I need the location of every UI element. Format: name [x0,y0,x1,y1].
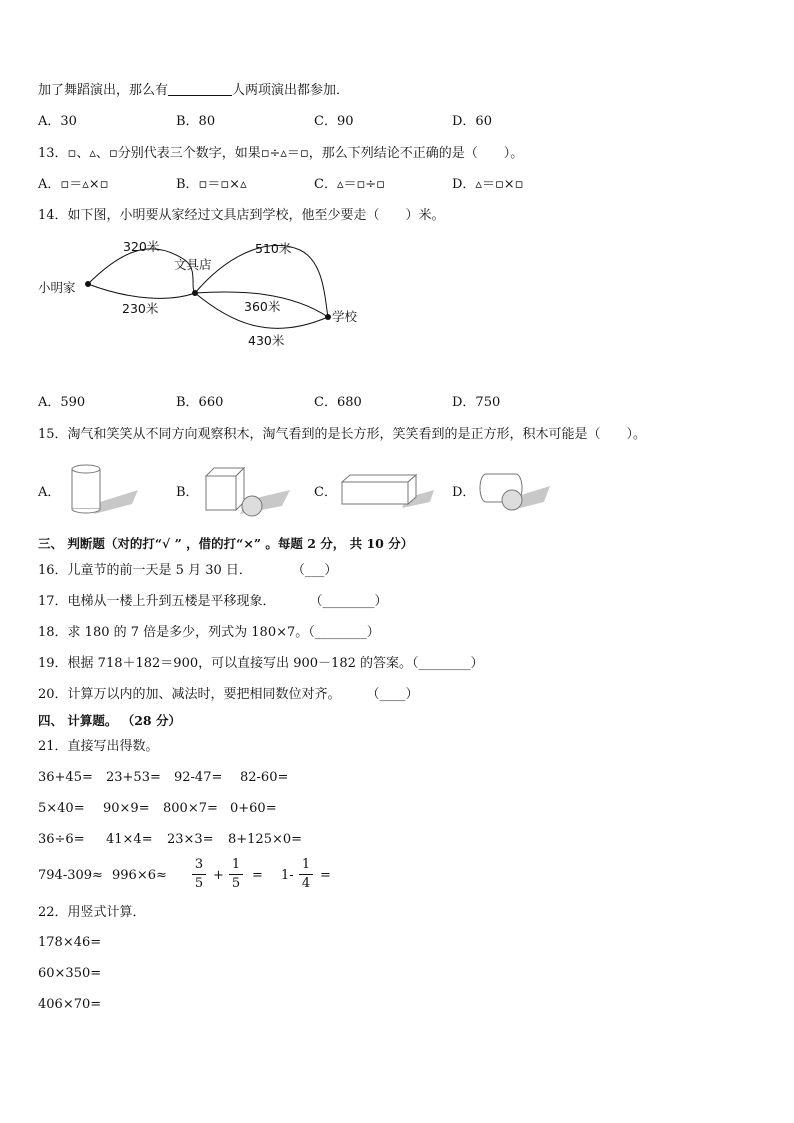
q21-item: 23×3= [167,832,214,847]
q16: 16．儿童节的前一天是 5 月 30 日． （___） [38,563,338,578]
q14-option-a[interactable]: A．590 [38,395,86,410]
q12-option-c[interactable]: C．90 [314,114,354,129]
q13-option-a[interactable]: A．▫＝▵×▫ [38,177,109,192]
q22-item: 178×46= [38,935,102,950]
home-point [85,281,91,287]
q21-item: 92-47= [174,770,223,785]
distance-label-5: 430米 [248,333,285,348]
section4-title: 四、 计算题。 （28 分） [38,713,181,728]
q22-title: 22．用竖式计算． [38,905,146,920]
q13-stem: 13．▫、▵、▫分别代表三个数字，如果▫÷▵＝▫，那么下列结论不正确的是（ ）。 [38,146,524,161]
q12-option-a[interactable]: A．30 [38,114,77,129]
q21-item: 794-309≈ [38,868,103,883]
q21-item: 82-60= [240,770,289,785]
q21-item: 5×40= [38,801,85,816]
cube-with-ball-icon[interactable] [200,462,295,518]
school-label: 学校 [332,309,358,324]
distance-label-3: 510米 [255,241,292,256]
q16-answer-paren[interactable]: （___） [291,563,338,578]
q15-option-a-label[interactable]: A． [38,485,61,500]
q14-option-b[interactable]: B．660 [176,395,224,410]
q14-option-c[interactable]: C．680 [314,395,362,410]
answer-blank[interactable] [168,82,232,96]
q19-answer-paren[interactable]: （________） [412,656,484,671]
distance-label-4: 360米 [244,299,281,314]
q14-stem: 14．如下图，小明要从家经过文具店到学校，他至少要走（ ）米。 [38,208,445,223]
q13-option-c[interactable]: C．▵＝▫÷▫ [314,177,385,192]
fraction-3: 1 4 [299,857,313,892]
q18: 18．求 180 的 7 倍是多少，列式为 180×7。（________） [38,625,380,640]
plus-sign: + [213,868,224,883]
q14-option-d[interactable]: D．750 [452,395,501,410]
fraction-2: 1 5 [229,857,243,892]
route-diagram [30,232,370,357]
store-label: 文具店 [174,257,212,272]
q21-item: 8+125×0= [228,832,303,847]
distance-label-2: 230米 [122,301,159,316]
q13-option-b[interactable]: B．▫＝▫×▵ [176,177,247,192]
lying-cylinder-icon[interactable] [474,466,554,516]
q15-option-c-label[interactable]: C． [314,485,337,500]
q21-item: 800×7= [163,801,218,816]
q15-option-d-label[interactable]: D． [452,485,476,500]
q22-item: 60×350= [38,966,102,981]
q15-stem: 15．淘气和笑笑从不同方向观察积木，淘气看到的是长方形，笑笑看到的是正方形，积木可能是（ ）。 [38,427,647,442]
q12-option-d[interactable]: D．60 [452,114,492,129]
q19: 19．根据 718＋182＝900，可以直接写出 900－182 的答案。（________） [38,656,484,671]
home-label: 小明家 [38,280,76,295]
q17: 17．电梯从一楼上升到五楼是平移现象． （________） [38,594,388,609]
q18-answer-paren[interactable]: （________） [308,625,380,640]
store-point [192,290,198,296]
one-minus: 1- [281,868,294,883]
q22-item: 406×70= [38,997,102,1012]
school-point [325,314,331,320]
q21-item: 41×4= [106,832,153,847]
section3-title: 三、 判断题（对的打“√ ” ，借的打“×” 。每题 2 分， 共 10 分） [38,536,414,551]
distance-label-1: 320米 [123,239,160,254]
equals-sign: = [252,868,263,883]
q21-item: 996×6≈ [112,868,167,883]
route-home-store-lower [88,284,195,298]
cylinder-icon[interactable] [60,462,140,518]
fraction-1: 3 5 [192,857,206,892]
q21-item: 23+53= [106,770,161,785]
q17-answer-paren[interactable]: （________） [309,594,388,609]
cuboid-icon[interactable] [336,470,436,510]
equals-sign: = [320,868,331,883]
q12-stem: 加了舞蹈演出，那么有 人两项演出都参加． [38,83,350,98]
q21-item: 36+45= [38,770,93,785]
q12-option-b[interactable]: B．80 [176,114,216,129]
q13-option-d[interactable]: D．▵＝▫×▫ [452,177,524,192]
q21-item: 36÷6= [38,832,85,847]
q15-option-b-label[interactable]: B． [176,485,199,500]
q20-answer-paren[interactable]: （____） [366,687,419,702]
q21-item: 90×9= [103,801,150,816]
q21-title: 21．直接写出得数。 [38,739,159,754]
q21-item: 0+60= [230,801,277,816]
q20: 20．计算万以内的加、减法时，要把相同数位对齐。 （____） [38,687,419,702]
